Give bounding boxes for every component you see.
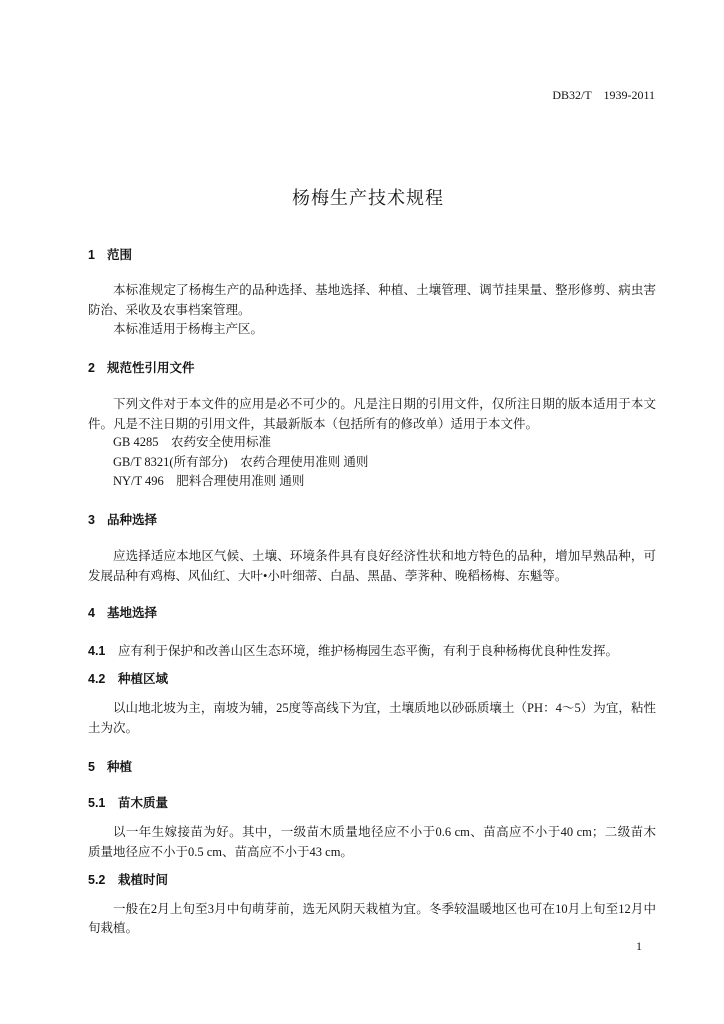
standard-code: DB32/T 1939-2011 [552,88,655,102]
section-heading-scope: 范围 [107,248,133,262]
planting-area-paragraph-line: 以山地北坡为主，南坡为辅，25度等高线下为宜，土壤质地以砂砾质壤土（PH：4～5）为宜，粘性 [113,701,656,715]
section-number: 5 [88,760,95,774]
seedling-paragraph-line: 以一年生嫁接苗为好。其中，一级苗木质量地径应不小于0.6 cm、苗高应不小于40 cm；二级苗木 [113,825,656,839]
section-number: 2 [88,361,95,375]
section-heading-variety-selection: 品种选择 [107,513,158,527]
page-number: 1 [636,939,642,953]
variety-paragraph-line: 应选择适应本地区气候、土壤、环境条件具有良好经济性状和地方特色的品种，增加早熟品种，可 [113,549,656,563]
variety-paragraph-line: 发展品种有鸡梅、风仙红、大叶•小叶细蒂、白晶、黑晶、荸荠种、晚稻杨梅、东魁等。 [88,569,568,583]
clause-number: 4.2 [88,672,106,686]
section-heading-planting: 种植 [107,760,133,774]
reference-item: NY/T 496 肥料合理使用准则 通则 [113,474,305,488]
scope-paragraph-line: 防治、采收及农事档案管理。 [88,303,251,317]
scope-paragraph-line: 本标准规定了杨梅生产的品种选择、基地选择、种植、土壤管理、调节挂果量、整形修剪、病虫害 [113,283,656,297]
planting-area-paragraph-line: 土为次。 [88,721,139,735]
section-number: 3 [88,513,95,527]
seedling-paragraph-line: 质量地径应不小于0.5 cm、苗高应不小于43 cm。 [88,845,353,859]
section-heading-base-selection: 基地选择 [107,606,158,620]
clause-heading-planting-area: 种植区域 [118,672,169,686]
clause-number: 5.1 [88,796,106,810]
clause-number: 5.2 [88,873,106,887]
section-number: 4 [88,606,95,620]
reference-item: GB/T 8321(所有部分) 农药合理使用准则 通则 [113,455,369,469]
clause-number: 4.1 [88,644,106,658]
document-title: 杨梅生产技术规程 [292,188,444,208]
reference-item: GB 4285 农药安全使用标准 [113,435,271,449]
clause-heading-planting-time: 栽植时间 [118,873,169,887]
scope-paragraph-line: 本标准适用于杨梅主产区。 [113,322,264,336]
clause-text: 应有利于保护和改善山区生态环境，维护杨梅园生态平衡，有利于良种杨梅优良种性发挥。 [118,644,619,658]
section-heading-normative-references: 规范性引用文件 [107,361,195,375]
section-number: 1 [88,248,95,262]
planting-time-paragraph-line: 旬栽植。 [88,921,139,935]
clause-heading-seedling-quality: 苗木质量 [118,796,169,810]
references-paragraph-line: 件。凡是不注日期的引用文件，其最新版本（包括所有的修改单）适用于本文件。 [88,417,539,431]
planting-time-paragraph-line: 一般在2月上旬至3月中旬萌芽前，选无风阴天栽植为宜。冬季较温暖地区也可在10月上旬至12月中 [113,902,656,916]
references-paragraph-line: 下列文件对于本文件的应用是必不可少的。凡是注日期的引用文件，仅所注日期的版本适用于本文 [113,397,656,411]
